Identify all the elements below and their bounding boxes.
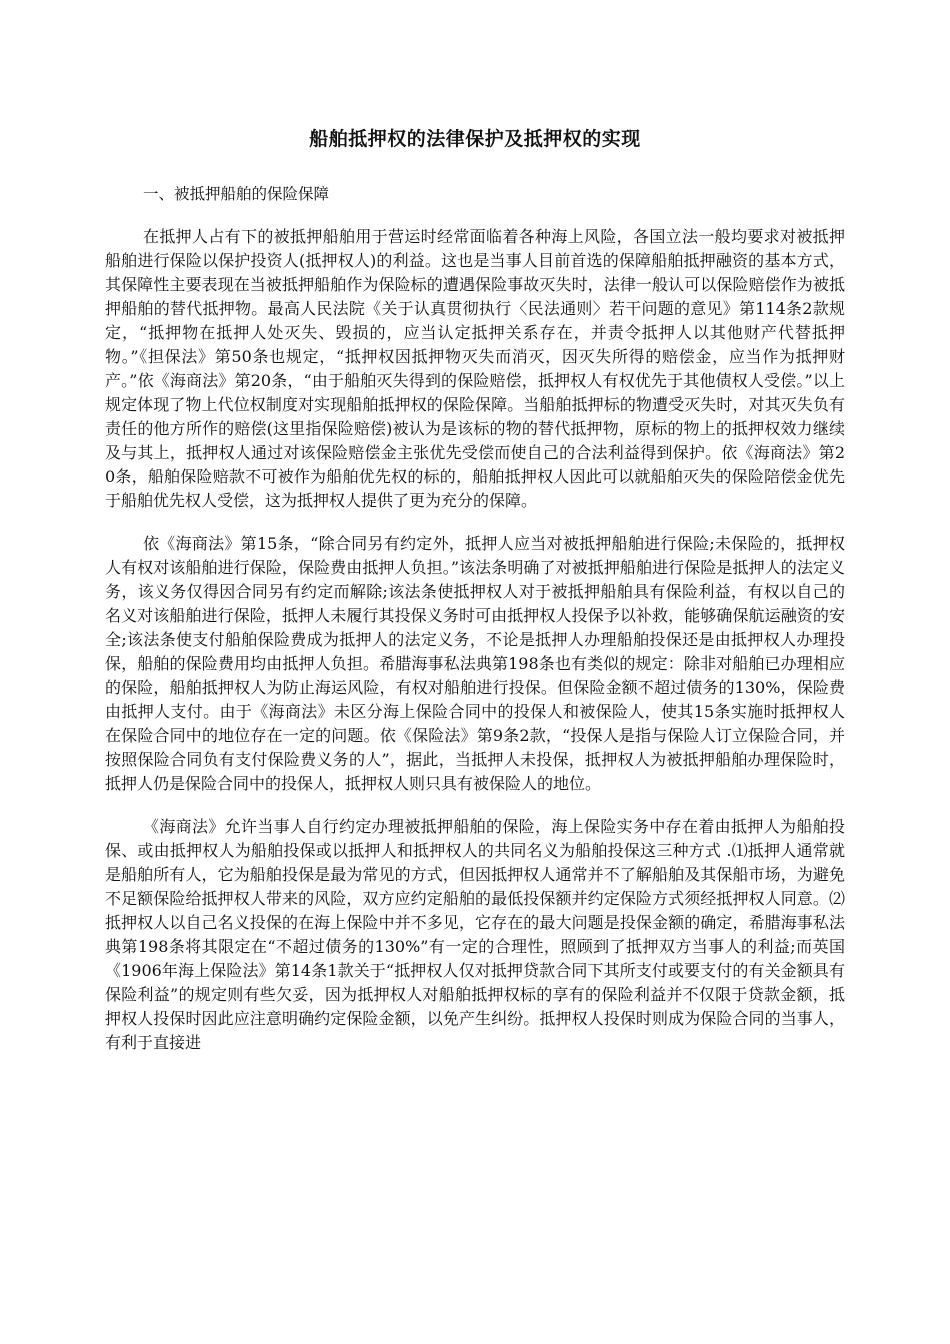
paragraph-2: 依《海商法》第15条，“除合同另有约定外，抵押人应当对被抵押船舶进行保险;未保险的，抵押权人有权对该船舶进行保险，保险费由抵押人负担。”该法条明确了对被抵押船舶进行保险是抵押人的法定义务，该义务仅得因合同另有约定而解除;该法条使抵押权人对于被抵押船舶具有保险利益，有权以自己的名义对该船舶进行保险，抵押人未履行其投保义务时可由抵押权人投保予以补救，能够确保航运融资的安全;该法条使支付船舶保险费成为抵押人的法定义务，不论是抵押人办理船舶投保还是由抵押权人办理投保，船舶的保险费用均由抵押人负担。希腊海事私法典第198条也有类似的规定：除非对船舶已办理相应的保险，船舶抵押权人为防止海运风险，有权对船舶进行投保。但保险金额不超过债务的130%，保险费由抵押人支付。由于《海商法》未区分海上保险合同中的投保人和被保险人，使其15条实施时抵押权人在保险合同中的地位存在一定的问题。依《保险法》第9条2款，“投保人是指与保险人订立保险合同，并按照保险合同负有支付保险费义务的人”，据此，当抵押人未投保，抵押权人为被抵押船舶办理保险时，抵押人仍是保险合同中的投保人，抵押权人则只具有被保险人的地位。 (105, 534, 845, 793)
paragraph-1: 在抵押人占有下的被抵押船舶用于营运时经常面临着各种海上风险，各国立法一般均要求对被抵押船舶进行保险以保护投资人(抵押权人)的利益。这也是当事人目前首选的保障船舶抵押融资的基本方式，其保障性主要表现在当被抵押船舶作为保险标的遭遇保险事故灭失时，法律一般认可以保险赔偿作为被抵押船舶的替代抵押物。最高人民法院《关于认真贯彻执行〈民法通则〉若干问题的意见》第114条2款规定，“抵押物在抵押人处灭失、毁损的，应当认定抵押关系存在，并责令抵押人以其他财产代替抵押物。”《担保法》第50条也规定，“抵押权因抵押物灭失而消灭，因灭失所得的赔偿金，应当作为抵押财产。”依《海商法》第20条，“由于船舶灭失得到的保险赔偿，抵押权人有权优先于其他债权人受偿。”以上规定体现了物上代位权制度对实现船舶抵押权的保险保障。当船舶抵押标的物遭受灭失时，对其灭失负有责任的他方所作的赔偿(这里指保险赔偿)被认为是该标的物的替代抵押物，原标的物上的抵押权效力继续及与其上，抵押权人通过对该保险赔偿金主张优先受偿而使自己的合法利益得到保护。依《海商法》第20条，船舶保险赔款不可被作为船舶优先权的标的，船舶抵押权人因此可以就船舶灭失的保险陪偿金优先于船舶优先权人受偿，这为抵押权人提供了更为充分的保障。 (105, 227, 845, 510)
section-heading: 一、被抵押船舶的保险保障 (143, 185, 330, 203)
paragraph-3: 《海商法》允许当事人自行约定办理被抵押船舶的保险，海上保险实务中存在着由抵押人为船舶投保、或由抵押权人为船舶投保或以抵押人和抵押权人的共同名义为船舶投保这三种方式 .⑴抵押人通常就是船舶所有人，它为船舶投保是最为常见的方式，但因抵押权人通常并不了解船舶及其保船市场，为避免不足额保险给抵押权人带来的风险，双方应约定船舶的最低投保额并约定保险方式须经抵押权人同意。⑵抵押权人以自己名义投保的在海上保险中并不多见，它存在的最大问题是投保金额的确定，希腊海事私法典第198条将其限定在“不超过债务的130%”有一定的合理性，照顾到了抵押双方当事人的利益;而英国《1906年海上保险法》第14条1款关于“抵押权人仅对抵押贷款合同下其所支付或要支付的有关金额具有保险利益”的规定则有些欠妥，因为抵押权人对船舶抵押权标的享有的保险利益并不仅限于贷款金额，抵押权人投保时因此应注意明确约定保险金额，以免产生纠纷。抵押权人投保时则成为保险合同的当事人，有利于直接进 (105, 817, 845, 1052)
document-page (105, 0, 845, 1055)
document-title: 船舶抵押权的法律保护及抵押权的实现 (309, 128, 641, 150)
